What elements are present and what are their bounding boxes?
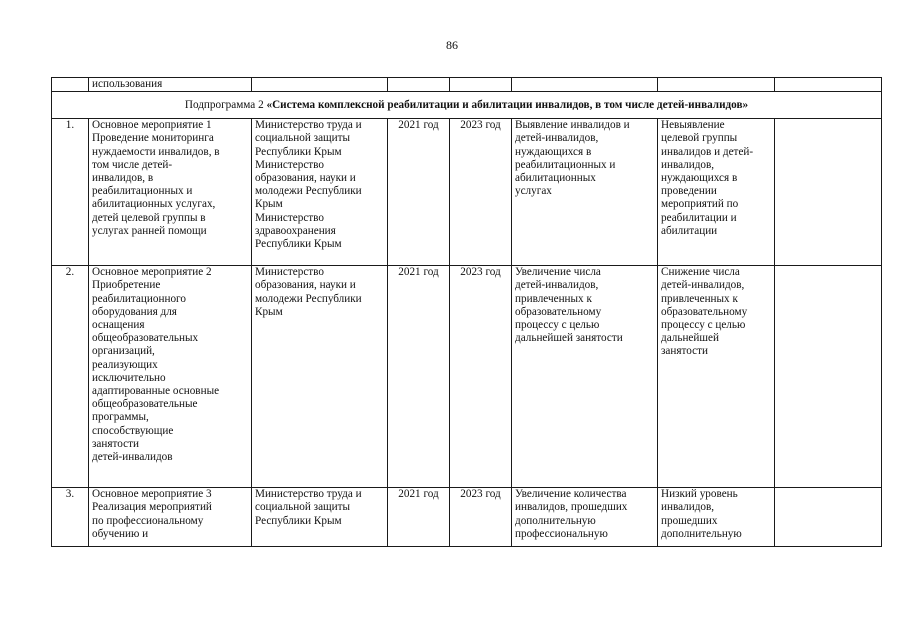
- start-year: 2021 год: [388, 266, 450, 488]
- result-cell: Выявление инвалидов и детей-инвалидов, нуждающихся в реабилитационных и абилитационных услугах: [512, 119, 658, 266]
- end-year: 2023 год: [450, 266, 512, 488]
- subprogram-row: [52, 92, 882, 119]
- activity-cell: Основное мероприятие 2 Приобретение реабилитационного оборудования для оснащения общеобразовательных организаций, реализующих исключительно адаптированные основные общеобразовательные программы, способствующие занятости детей-инвалидов: [89, 266, 252, 488]
- continuation-row: [52, 78, 882, 92]
- executor-cell: Министерство труда и социальной защиты Республики Крым: [252, 488, 388, 547]
- table-row: [52, 119, 882, 266]
- row-number: 2.: [52, 266, 89, 488]
- executor-cell: [252, 78, 388, 92]
- subprogram-prefix: Подпрограмма 2: [184, 98, 267, 111]
- start-year: 2021 год: [388, 119, 450, 266]
- consequence-cell: [658, 78, 775, 92]
- table-row: [52, 488, 882, 547]
- start-cell: [388, 78, 450, 92]
- extra-cell: [775, 266, 882, 488]
- end-year: 2023 год: [450, 119, 512, 266]
- activity-cell: Основное мероприятие 1 Проведение мониторинга нуждаемости инвалидов, в том числе детей- инвалидов, в реабилитационных и абилитационных услугах, детей целевой группы в услугах ранней помощи: [89, 119, 252, 266]
- result-cell: [512, 78, 658, 92]
- activity-cell: использования: [89, 78, 252, 92]
- executor-cell: Министерство образования, науки и молодежи Республики Крым: [252, 266, 388, 488]
- consequence-cell: Низкий уровень инвалидов, прошедших дополнительную: [658, 488, 775, 547]
- page-number: 86: [446, 38, 458, 52]
- row-number: 3.: [52, 488, 89, 547]
- start-year: 2021 год: [388, 488, 450, 547]
- end-year: 2023 год: [450, 488, 512, 547]
- extra-cell: [775, 488, 882, 547]
- subprogram-title: «Система комплексной реабилитации и абилитации инвалидов, в том числе детей-инвалидов»: [266, 98, 749, 111]
- subprogram-heading: [52, 92, 882, 119]
- consequence-cell: Снижение числа детей-инвалидов, привлеченных к образовательному процессу с целью дальнейшей занятости: [658, 266, 775, 488]
- result-cell: Увеличение количества инвалидов, прошедших дополнительную профессиональную: [512, 488, 658, 547]
- extra-cell: [775, 78, 882, 92]
- num-cell: [52, 78, 89, 92]
- row-number: 1.: [52, 119, 89, 266]
- table-row: [52, 266, 882, 488]
- result-cell: Увеличение числа детей-инвалидов, привлеченных к образовательному процессу с целью дальнейшей занятости: [512, 266, 658, 488]
- end-cell: [450, 78, 512, 92]
- program-table: [51, 77, 882, 547]
- consequence-cell: Невыявление целевой группы инвалидов и детей- инвалидов, нуждающихся в проведении мероприятий по реабилитации и абилитации: [658, 119, 775, 266]
- activity-cell: Основное мероприятие 3 Реализация мероприятий по профессиональному обучению и: [89, 488, 252, 547]
- executor-cell: Министерство труда и социальной защиты Республики Крым Министерство образования, науки и молодежи Республики Крым Министерство здравоохранения Республики Крым: [252, 119, 388, 266]
- extra-cell: [775, 119, 882, 266]
